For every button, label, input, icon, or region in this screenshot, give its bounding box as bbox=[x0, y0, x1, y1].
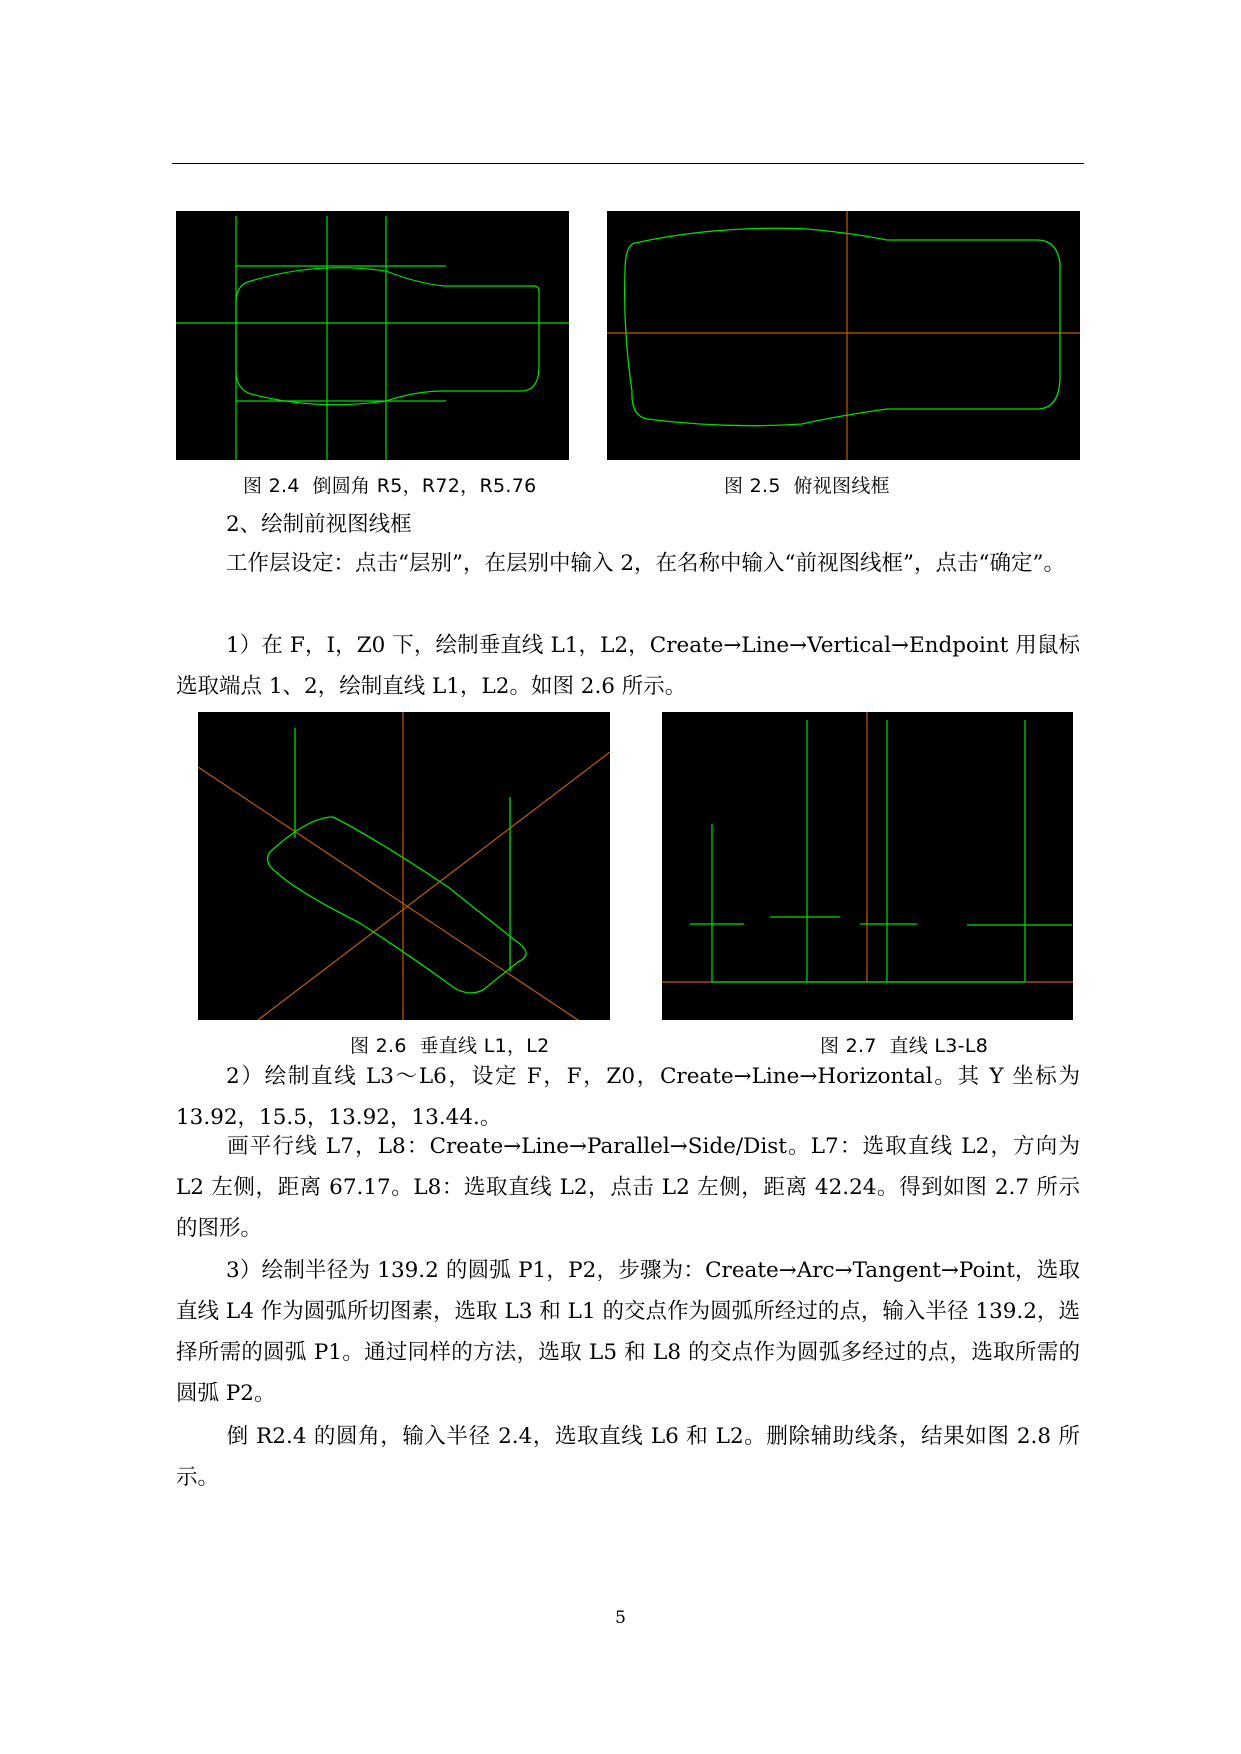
figure-2-5-drawing bbox=[607, 211, 1080, 460]
figure-2-7-caption bbox=[820, 1031, 988, 1058]
section-heading: 2、绘制前视图线框 bbox=[226, 512, 412, 537]
paragraph-parallel-lines: 画平行线 L7，L8：Create→Line→Parallel→Side/Dist。L7：选取直线 L2，方向为 L2 左侧，距离 67.17。L8：选取直线 L2，点击 L2 左侧，距离 42.24。得到如图 2.7 所示的图形。 bbox=[176, 1134, 1080, 1241]
paragraph-step-3: 3）绘制半径为 139.2 的圆弧 P1，P2，步骤为：Create→Arc→Tangent→Point，选取直线 L4 作为圆弧所切图素，选取 L3 和 L1 的交点作为圆弧所经过的点，输入半径 139.2，选择所需的圆弧 P1。通过同样的方法，选取 L5 和 L8 的交点作为圆弧多经过的点，选取所需的圆弧 P2。 bbox=[176, 1258, 1080, 1406]
paragraph-layer-setting: 工作层设定：点击“层别”，在层别中输入 2，在名称中输入“前视图线框”，点击“确定”。 bbox=[226, 551, 1065, 576]
paragraph-step-2: 2）绘制直线 L3～L6，设定 F，F，Z0，Create→Line→Horizontal。其 Y 坐标为 13.92，15.5，13.92，13.44.。 bbox=[176, 1064, 1080, 1130]
figure-2-6-image bbox=[198, 712, 610, 1020]
figure-2-4-caption bbox=[243, 471, 536, 498]
figure-title: 倒圆角 R5，R72，R5.76 bbox=[312, 475, 537, 497]
figure-2-6-drawing bbox=[198, 712, 610, 1020]
figure-title: 直线 L3-L8 bbox=[889, 1035, 989, 1057]
figure-number: 图 2.7 bbox=[820, 1035, 877, 1057]
header-rule bbox=[172, 163, 1084, 164]
paragraph-step-1: 1）在 F，I，Z0 下，绘制垂直线 L1，L2，Create→Line→Vertical→Endpoint 用鼠标选取端点 1、2，绘制直线 L1，L2。如图 2.6 所示。 bbox=[176, 633, 1080, 699]
figure-2-5-caption bbox=[724, 471, 890, 498]
figure-2-4-drawing bbox=[176, 211, 569, 460]
figure-2-7-drawing bbox=[662, 712, 1073, 1020]
figure-2-6-caption bbox=[350, 1031, 550, 1058]
figure-2-4-image bbox=[176, 211, 569, 460]
figure-number: 图 2.5 bbox=[724, 475, 781, 497]
figure-2-7-image bbox=[662, 712, 1073, 1020]
figure-number: 图 2.6 bbox=[350, 1035, 407, 1057]
figure-2-5-image bbox=[607, 211, 1080, 460]
figure-title: 垂直线 L1，L2 bbox=[419, 1035, 550, 1057]
figure-title: 俯视图线框 bbox=[793, 475, 890, 497]
page-number: 5 bbox=[615, 1608, 626, 1628]
paragraph-fillet: 倒 R2.4 的圆角，输入半径 2.4，选取直线 L6 和 L2。删除辅助线条，结果如图 2.8 所示。 bbox=[176, 1424, 1080, 1490]
figure-number: 图 2.4 bbox=[243, 475, 300, 497]
